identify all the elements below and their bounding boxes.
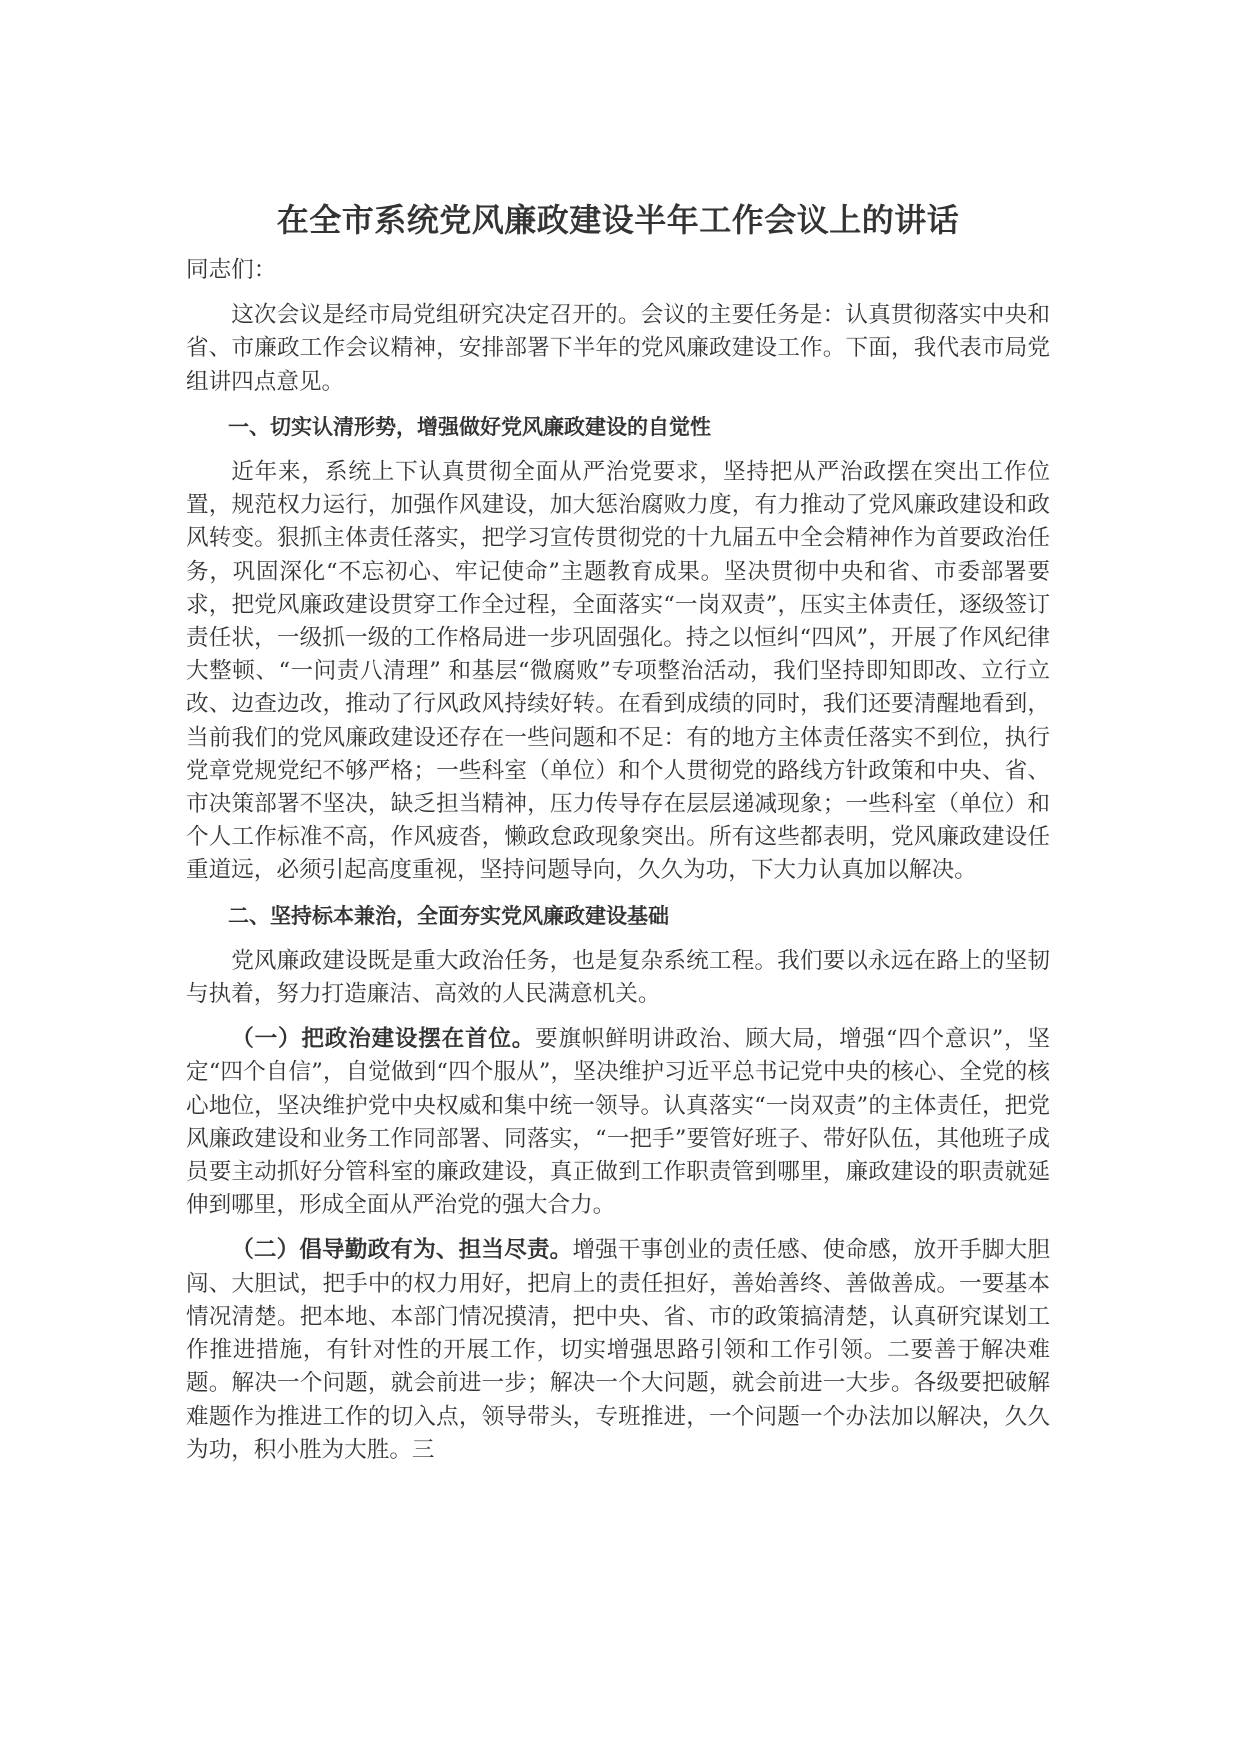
document-title: 在全市系统党风廉政建设半年工作会议上的讲话 [276, 201, 960, 239]
section-1-heading: 一、切实认清形势，增强做好党风廉政建设的自觉性 [228, 414, 711, 439]
salutation: 同志们： [186, 257, 277, 283]
subsection-2-paragraph [186, 1234, 1050, 1466]
section-2-heading: 二、坚持标本兼治，全面夯实党风廉政建设基础 [228, 903, 669, 928]
section-1-paragraph: 近年来，系统上下认真贯彻全面从严治党要求，坚持把从严治政摆在突出工作位置，规范权力运行，加强作风建设，加大惩治腐败力度，有力推动了党风廉政建设和政风转变。狠抓主体责任落实，把学习宣传贯彻党的十九届五中全会精神作为首要政治任务，巩固深化“不忘初心、牢记使命”主题教育成果。坚决贯彻中央和省、市委部署要求，把党风廉政建设贯穿工作全过程，全面落实“一岗双责”，压实主体责任，逐级签订责任状，一级抓一级的工作格局进一步巩固强化。持之以恒纠“四风”，开展了作风纪律大整顿、“一问责八清理” 和基层“微腐败”专项整治活动，我们坚持即知即改、立行立改、边查边改，推动了行风政风持续好转。在看到成绩的同时，我们还要清醒地看到，当前我们的党风廉政建设还存在一些问题和不足：有的地方主体责任落实不到位，执行党章党规党纪不够严格；一些科室（单位）和个人贯彻党的路线方针政策和中央、省、市决策部署不坚决，缺乏担当精神，压力传导存在层层递减现象；一些科室（单位）和个人工作标准不高，作风疲沓，懒政怠政现象突出。所有这些都表明，党风廉政建设任重道远，必须引起高度重视，坚持问题导向，久久为功，下大力认真加以解决。 [186, 459, 1050, 884]
section-2-paragraph: 党风廉政建设既是重大政治任务，也是复杂系统工程。我们要以永远在路上的坚韧与执着，努力打造廉洁、高效的人民满意机关。 [186, 947, 1050, 1008]
subsection-1-body: 要旗帜鲜明讲政治、顾大局，增强“四个意识”，坚定“四个自信”，自觉做到“四个服从”，坚决维护习近平总书记党中央的核心、全党的核心地位，坚决维护党中央权威和集中统一领导。认真落实“一岗双责”的主体责任，把党风廉政建设和业务工作同部署、同落实，“一把手”要管好班子、带好队伍，其他班子成员要主动抓好分管科室的廉政建设，真正做到工作职责管到哪里，廉政建设的职责就延伸到哪里，形成全面从严治党的强大合力。 [186, 1026, 1051, 1219]
subsection-2-body: 增强干事创业的责任感、使命感，放开手脚大胆闯、大胆试，把手中的权力用好，把肩上的责任担好，善始善终、善做善成。一要基本情况清楚。把本地、本部门情况摸清，把中央、省、市的政策搞清楚，认真研究谋划工作推进措施，有针对性的开展工作，切实增强思路引领和工作引领。二要善于解决难题。解决一个问题，就会前进一步；解决一个大问题，就会前进一大步。各级要把破解难题作为推进工作的切入点，领导带头，专班推进，一个问题一个办法加以解决，久久为功，积小胜为大胜。三 [186, 1237, 1051, 1463]
subsection-1-lead: （一）把政治建设摆在首位。 [231, 1026, 536, 1053]
subsection-1-paragraph [186, 1023, 1050, 1222]
intro-paragraph: 这次会议是经市局党组研究决定召开的。会议的主要任务是：认真贯彻落实中央和省、市廉政工作会议精神，安排部署下半年的党风廉政建设工作。下面，我代表市局党组讲四点意见。 [186, 302, 1050, 395]
document-body [186, 200, 1050, 1479]
subsection-2-lead: （二）倡导勤政有为、担当尽责。 [231, 1237, 573, 1264]
